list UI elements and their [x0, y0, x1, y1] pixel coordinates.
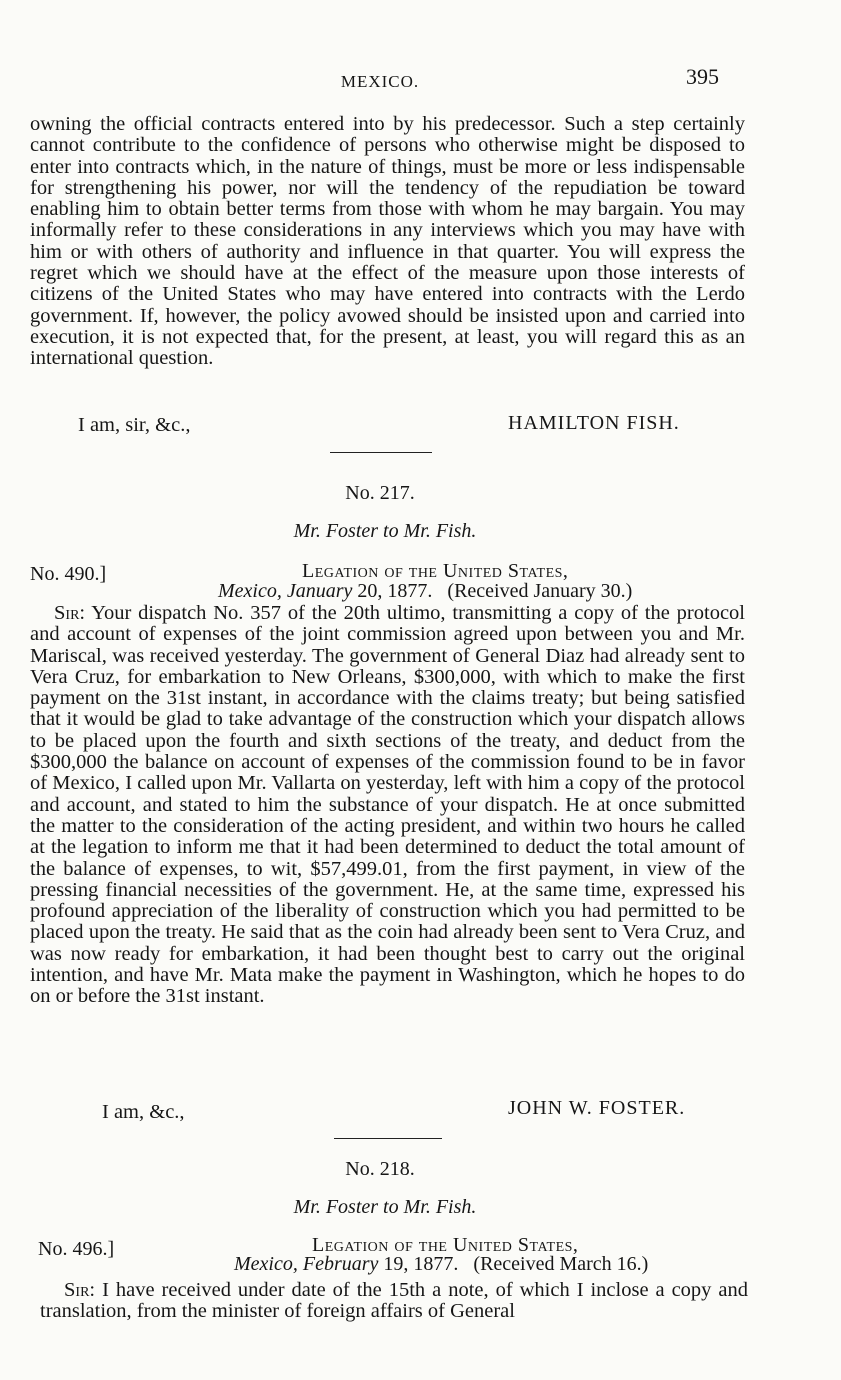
- doc217-date-rest: 20, 1877.: [357, 580, 433, 602]
- opening-paragraph-text: owning the official contracts entered into by his predecessor. Such a step certainly cannot contribute to the confidence of persons who otherwise might be disposed to enter into contracts which, in the nature of things, must be more or less indispensable for strengthening his power, nor will the tendency of the repudiation be toward enabling him to obtain better terms from those with whom he may bargain. You may informally refer to these considerations in any interviews which you may have with him or with others of authority and influence in that quarter. You will express the regret which we should have at the effect of the measure upon those interests of citizens of the United States who may have entered into contracts with the Lerdo government. If, however, the policy avowed should be insisted upon and carried into execution, it is not expected that, for the present, at least, you will regard this as an international question.: [30, 113, 745, 370]
- doc217-title: Mr. Foster to Mr. Fish.: [293, 520, 477, 542]
- letter1-signature: HAMILTON FISH.: [508, 412, 680, 434]
- page-number: 395: [686, 64, 719, 89]
- doc217-closing: I am, &c.,: [102, 1101, 185, 1123]
- opening-paragraph: [30, 114, 745, 370]
- doc217-body: [30, 603, 745, 1008]
- doc218-legation-text: Legation of the United States,: [312, 1234, 579, 1256]
- doc217-body-paragraph: [30, 603, 745, 1008]
- page-header: [0, 64, 841, 100]
- doc218-date-month: February: [302, 1253, 379, 1275]
- section-divider: [330, 452, 432, 453]
- doc217-number: No. 217.: [345, 482, 415, 504]
- doc218-dispatch-number: No. 496.]: [38, 1238, 115, 1260]
- doc217-body-text: Your dispatch No. 357 of the 20th ultimo, transmitting a copy of the protocol and account of expenses of the joint commission agreed upon between you and Mr. Mariscal, was received yesterday. The government of General Diaz had already sent to Vera Cruz, for embarkation to New Orleans, $300,000, with which to make the first payment on the 31st instant, in accordance with the claims treaty; but being satisfied that it would be glad to take advantage of the construction which your dispatch allows to be placed upon the fourth and sixth sections of the treaty, and deduct from the $300,000 the balance on account of expenses of the commission found to be in favor of Mexico, I called upon Mr. Vallarta on yesterday, left with him a copy of the protocol and account, and stated to him the substance of your dispatch. He at once submitted the matter to the consideration of the acting president, and within two hours he called at the legation to inform me that it had been determined to deduct the total amount of the balance of expenses, to wit, $57,499.01, from the first payment, in view of the pressing financial necessities of the government. He, at the same time, expressed his profound appreciation of the liberality of construction which you had permitted to be placed upon the treaty. He said that as the coin had already been sent to Vera Cruz, and was now ready for embarkation, it had been thought best to carry out the original intention, and have Mr. Mata make the payment in Washington, which he hopes to do on or before the 31st instant.: [30, 602, 745, 1008]
- doc218-salutation: Sir:: [64, 1279, 96, 1301]
- doc218-title: Mr. Foster to Mr. Fish.: [293, 1196, 477, 1218]
- doc218-place: Mexico,: [234, 1253, 298, 1275]
- doc218-body-text: I have received under date of the 15th a note, of which I inclose a copy and translation, from the minister of foreign affairs of General: [40, 1279, 748, 1323]
- running-title: MEXICO.: [340, 72, 420, 91]
- doc217-salutation: Sir:: [54, 602, 86, 624]
- doc218-received: (Received March 16.): [473, 1253, 649, 1275]
- doc217-dispatch-number: No. 490.]: [30, 563, 107, 585]
- doc217-place: Mexico,: [218, 580, 282, 602]
- doc218-body: [40, 1280, 748, 1323]
- doc218-date-rest: 19, 1877.: [383, 1253, 459, 1275]
- doc218-number: No. 218.: [345, 1158, 415, 1180]
- doc217-date-month: January: [286, 580, 353, 602]
- doc217-dateline: [218, 580, 632, 603]
- doc217-signature: JOHN W. FOSTER.: [508, 1097, 686, 1119]
- letter1-closing: I am, sir, &c.,: [78, 414, 191, 436]
- doc217-received: (Received January 30.): [447, 580, 633, 602]
- doc218-dateline: [234, 1253, 648, 1276]
- doc218-body-paragraph: [40, 1280, 748, 1323]
- section-divider-2: [334, 1138, 442, 1139]
- doc217-legation-text: Legation of the United States,: [302, 560, 569, 582]
